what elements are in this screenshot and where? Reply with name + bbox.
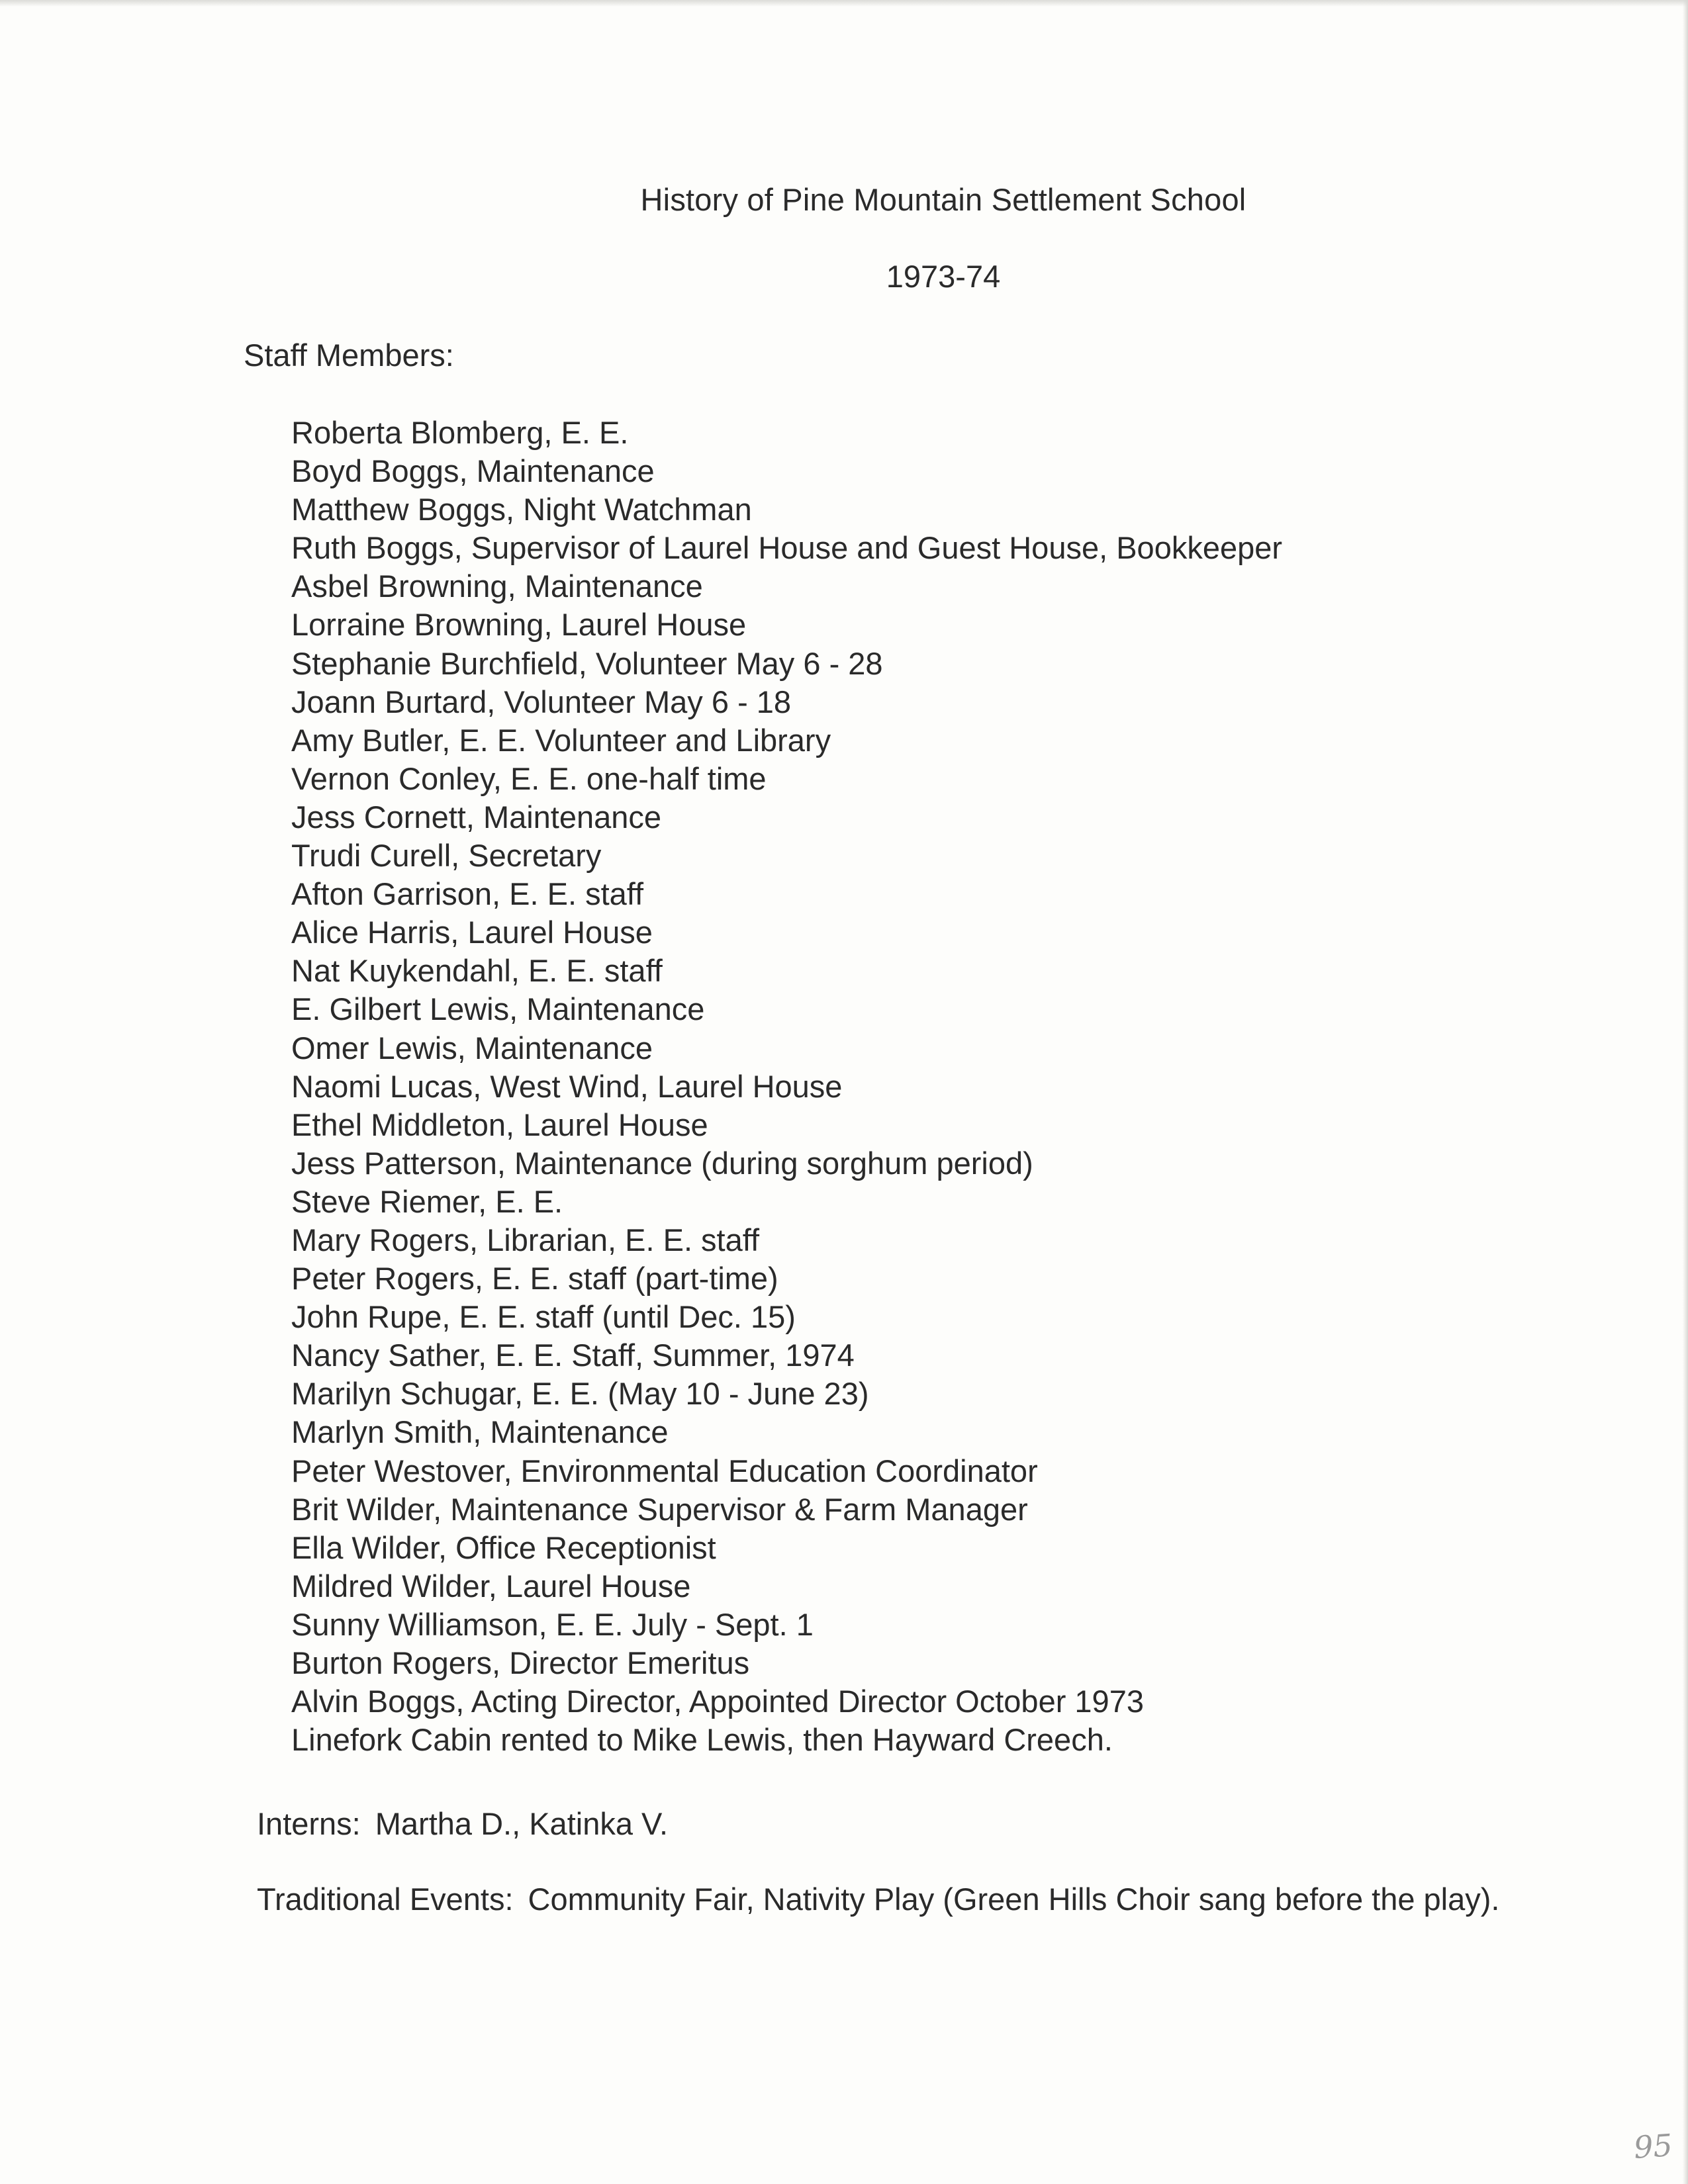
staff-member: Ethel Middleton, Laurel House [291, 1107, 708, 1142]
staff-member: Stephanie Burchfield, Volunteer May 6 - 28 [291, 645, 883, 681]
interns-names: Martha D., Katinka V. [375, 1806, 669, 1841]
document-year-text: 1973-74 [886, 259, 1001, 294]
staff-member: Mary Rogers, Librarian, E. E. staff [291, 1222, 760, 1257]
staff-member: Peter Westover, Environmental Education Coordinator [291, 1453, 1038, 1488]
staff-member: Nancy Sather, E. E. Staff, Summer, 1974 [291, 1338, 855, 1373]
staff-member: Burton Rogers, Director Emeritus [291, 1645, 750, 1680]
staff-member: Amy Butler, E. E. Volunteer and Library [291, 722, 831, 758]
traditional-events [257, 1878, 1548, 1921]
staff-member: Naomi Lucas, West Wind, Laurel House [291, 1068, 843, 1104]
staff-member: Asbel Browning, Maintenance [291, 569, 703, 604]
staff-member: Ruth Boggs, Supervisor of Laurel House and Guest House, Bookkeeper [291, 530, 1283, 566]
staff-member: Omer Lewis, Maintenance [291, 1030, 653, 1066]
staff-member: Steve Riemer, E. E. [291, 1183, 563, 1219]
staff-member: Brit Wilder, Maintenance Supervisor & Farm Manager [291, 1491, 1028, 1527]
staff-heading: Staff Members: [244, 338, 454, 373]
staff-member: Marilyn Schugar, E. E. (May 10 - June 23) [291, 1376, 869, 1412]
staff-member: Linefork Cabin rented to Mike Lewis, then Hayward Creech. [291, 1722, 1113, 1758]
staff-member: Afton Garrison, E. E. staff [291, 876, 644, 912]
staff-member: Trudi Curell, Secretary [291, 838, 602, 874]
staff-member: Jess Cornett, Maintenance [291, 799, 662, 835]
events-text: Community Fair, Nativity Play (Green Hills Choir sang before the play). [528, 1882, 1500, 1917]
scan-right-edge [1683, 0, 1688, 2184]
staff-member: Sunny Williamson, E. E. July - Sept. 1 [291, 1606, 814, 1642]
staff-member: Jess Patterson, Maintenance (during sorghum period) [291, 1145, 1033, 1181]
staff-member: Alice Harris, Laurel House [291, 915, 653, 950]
staff-member: Alvin Boggs, Acting Director, Appointed Director October 1973 [291, 1684, 1144, 1719]
staff-member: E. Gilbert Lewis, Maintenance [291, 991, 705, 1027]
staff-member: Ella Wilder, Office Receptionist [291, 1529, 716, 1565]
staff-member: Vernon Conley, E. E. one-half time [291, 760, 767, 796]
document-year [0, 257, 1688, 296]
document-title [0, 180, 1688, 220]
staff-member: Boyd Boggs, Maintenance [291, 453, 655, 489]
interns-line [257, 1804, 668, 1844]
staff-member: Mildred Wilder, Laurel House [291, 1568, 691, 1604]
staff-list [291, 414, 1282, 1759]
staff-member: Joann Burtard, Volunteer May 6 - 18 [291, 684, 792, 719]
staff-member: Matthew Boggs, Night Watchman [291, 492, 752, 527]
interns-label: Interns: [257, 1806, 361, 1841]
staff-member: Nat Kuykendahl, E. E. staff [291, 953, 663, 989]
staff-member: John Rupe, E. E. staff (until Dec. 15) [291, 1299, 796, 1335]
document-title-text: History of Pine Mountain Settlement School [640, 182, 1246, 217]
staff-member: Peter Rogers, E. E. staff (part-time) [291, 1261, 778, 1297]
scan-top-edge [0, 0, 1688, 7]
handwritten-page-number: 95 [1632, 2127, 1674, 2165]
staff-member: Lorraine Browning, Laurel House [291, 607, 747, 643]
staff-member: Roberta Blomberg, E. E. [291, 415, 629, 450]
events-label: Traditional Events: [257, 1882, 514, 1917]
staff-member: Marlyn Smith, Maintenance [291, 1414, 669, 1450]
